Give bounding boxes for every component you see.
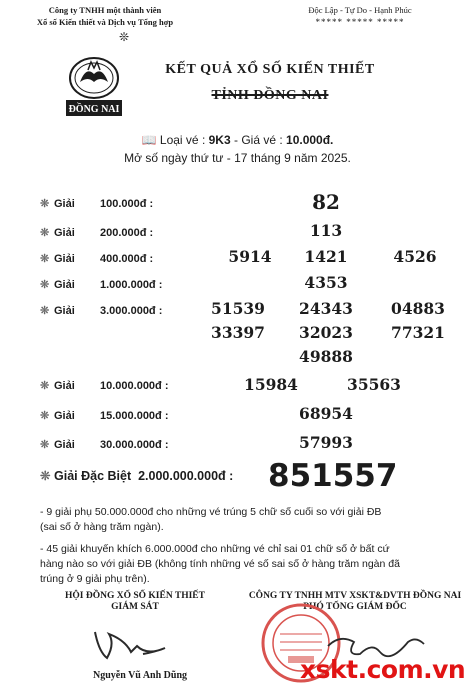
prize-number: 82	[312, 190, 340, 214]
prize-number: 1421	[304, 247, 348, 266]
prize-number: 32023	[299, 323, 353, 342]
prize-number: 04883	[391, 299, 445, 318]
logo-text: ĐỒNG NAI	[68, 104, 120, 115]
special-prize-label: ❊ Giải Đặc Biệt 2.000.000.000đ :	[40, 469, 234, 483]
prize-number: 68954	[299, 404, 353, 423]
note-line: hàng nào so với giải ĐB (không tính những vé số sai số ở hàng trăm ngàn đã	[40, 558, 400, 570]
note-line: trúng ở 9 giải phụ trên).	[40, 573, 150, 585]
company-line-2: Xổ số Kiến thiết và Dịch vụ Tổng hợp	[36, 17, 174, 27]
prize-row-label: ❊ Giải 30.000.000đ :	[40, 439, 169, 451]
dong-nai-logo	[58, 52, 130, 120]
company-signature-block: CÔNG TY TNHH MTV XSKT&DVTH ĐỒNG NAI PHÓ TỔNG GIÁM ĐỐC	[248, 591, 462, 612]
company-line-1: Công ty TNHH một thành viên	[48, 5, 162, 15]
prize-row-label: ❊ Giải 3.000.000đ :	[40, 305, 163, 317]
note-line: - 45 giải khuyến khích 6.000.000đ cho những vé chỉ sai 01 chữ số ở bất cứ	[40, 543, 390, 555]
note-line: (sai số ở hàng trăm ngàn).	[40, 521, 164, 533]
prize-row-label: ❊ Giải 400.000đ :	[40, 253, 154, 265]
prize-row-label: ❊ Giải 100.000đ :	[40, 198, 154, 210]
asterisk-icon: ❊	[40, 198, 50, 210]
supervisor-signature-block: HỘI ĐỒNG XỔ SỐ KIẾN THIẾT GIÁM SÁT	[65, 591, 205, 612]
prize-number: 113	[309, 221, 343, 240]
prize-row-label: ❊ Giải 15.000.000đ :	[40, 410, 169, 422]
prize-number: 51539	[211, 299, 265, 318]
ticket-price-label: Giá vé :	[241, 133, 283, 147]
prize-number: 4353	[304, 273, 348, 292]
prize-row-label: ❊ Giải 1.000.000đ :	[40, 279, 163, 291]
motto-stars: ***** ***** *****	[315, 17, 405, 27]
ticket-info: 📖 Loại vé : 9K3 - Giá vé : 10.000đ.	[141, 133, 334, 147]
special-prize-number: 851557	[268, 458, 398, 494]
asterisk-icon: ❊	[40, 279, 50, 291]
company-header	[20, 4, 190, 28]
star-mark-icon: ❊	[119, 30, 130, 44]
draw-date: Mở số ngày thứ tư - 17 tháng 9 năm 2025.	[124, 151, 351, 165]
watermark-logo: xskt.com.vn	[300, 655, 466, 684]
prize-number: 35563	[347, 375, 401, 394]
prize-number: 77321	[391, 323, 445, 342]
asterisk-icon: ❊	[40, 227, 50, 239]
ticket-type-value: 9K3	[208, 133, 231, 147]
ticket-price-value: 10.000đ.	[286, 133, 334, 147]
prize-row-label: ❊ Giải 10.000.000đ :	[40, 380, 169, 392]
asterisk-icon: ❊	[40, 469, 51, 483]
prize-number: 57993	[299, 433, 353, 452]
asterisk-icon: ❊	[40, 439, 50, 451]
prize-number: 49888	[299, 347, 353, 366]
signature-scribble-left	[85, 622, 185, 667]
prize-number: 24343	[299, 299, 353, 318]
prize-number: 4526	[393, 247, 437, 266]
national-motto	[260, 4, 460, 28]
asterisk-icon: ❊	[40, 380, 50, 392]
motto-line: Độc Lập - Tự Do - Hạnh Phúc	[308, 5, 412, 15]
province-title: TỈNH ĐỒNG NAI	[211, 88, 329, 103]
prize-row-label: ❊ Giải 200.000đ :	[40, 227, 154, 239]
prize-number: 15984	[244, 375, 298, 394]
asterisk-icon: ❊	[40, 305, 50, 317]
page-title: KẾT QUẢ XỔ SỐ KIẾN THIẾT	[165, 62, 375, 77]
supervisor-name: Nguyễn Vũ Anh Dũng	[92, 670, 188, 681]
asterisk-icon: ❊	[40, 253, 50, 265]
note-line: - 9 giải phụ 50.000.000đ cho những vé trúng 5 chữ số cuối so với giải ĐB	[40, 506, 382, 518]
prize-number: 33397	[211, 323, 265, 342]
ticket-type-label: Loại vé	[159, 133, 199, 147]
book-icon: 📖	[141, 133, 157, 147]
asterisk-icon: ❊	[40, 410, 50, 422]
prize-number: 5914	[228, 247, 272, 266]
